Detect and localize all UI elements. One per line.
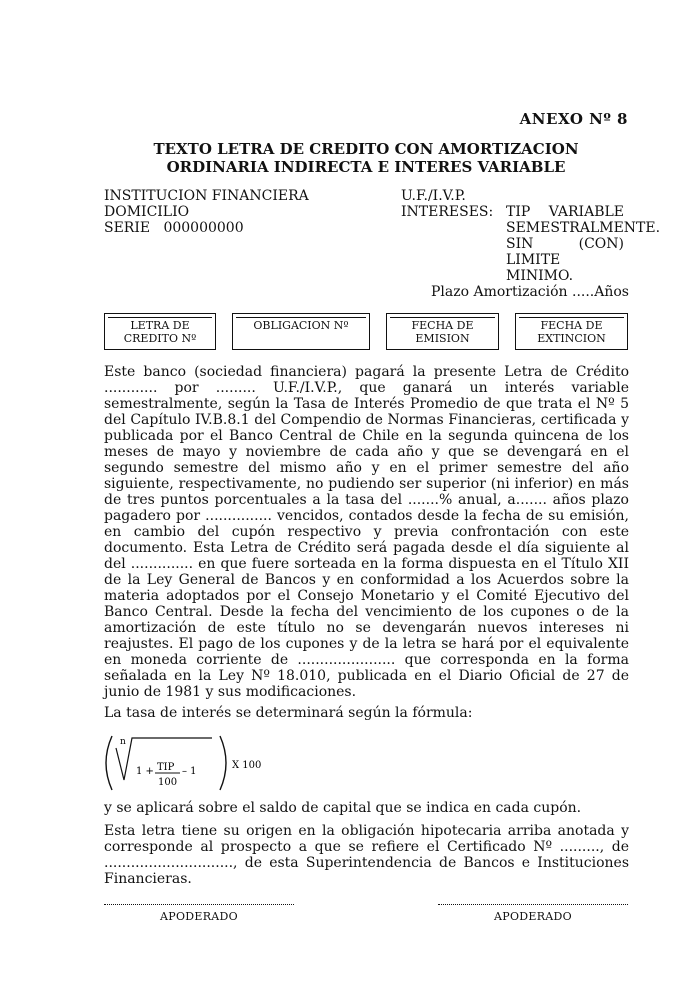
formula-intro: La tasa de interés se determinará según la fórmula: [104,705,473,721]
institution-block [104,188,309,236]
formula-minus-one: – 1 [182,766,197,777]
box-obligation-number [232,313,370,350]
box-credit-letter-line1: LETRA DE [130,319,190,332]
series-label: SERIE 000000000 [104,220,244,236]
annex-number: ANEXO Nº 8 [519,110,628,128]
box-extinction-line2: EXTINCION [537,332,606,345]
document-title [104,140,628,176]
title-line-2: ORDINARIA INDIRECTA E INTERES VARIABLE [166,158,566,176]
formula-root-sign [116,738,212,780]
box-issue-date [386,313,499,350]
interest-formula [102,730,342,796]
formula-denominator: 100 [158,777,178,788]
box-obligation-line1: OBLIGACION Nº [253,319,349,332]
box-issue-line1: FECHA DE [411,319,474,332]
signature-left-label: APODERADO [160,910,238,923]
paragraph-1: Este banco (sociedad financiera) pagará la presente Letra de Crédito ............ por ......... U.F./I.V.P., que ganará un interés variable semestralmente, según la Tasa de Interés Promedio de que trata el Nº 5 del Capítulo IV.B.8.1 del Compendio de Normas Financieras, certificada y publicada por el Banco Central de Chile en la segunda quincena de los meses de mayo y noviembre de cada año y que se devengará en el segundo semestre del mismo año y en el primer semestre del año siguiente, respectivamente, no pudiendo ser superior (ni inferior) en más de tres puntos porcentuales a la tasa del .......% anual, a....... años plazo pagadero por ............... vencidos, contados desde la fecha de su emisión, en cambio del cupón respectivo y previa confrontación con este documento. Esta Letra de Crédito será pagada desde el día siguiente al del .............. en que fuere sorteada en la forma dispuesta en el Título XII de la Ley General de Bancos y en conformidad a los Acuerdos sobre la materia adoptados por el Consejo Monetario y el Comité Ejecutivo del Banco Central. Desde la fecha del vencimiento de los cupones o de la amortización de este título no se devengarán nuevos intereses ni reajustes. El pago de los cupones y de la letra se hará por el equivalente en moneda corriente de ...................... que corresponda en la forma señalada en la Ley Nº 18.010, publicada en el Diario Oficial de 27 de junio de 1981 y sus modificaciones. [104,364,629,700]
box-credit-letter-number [104,313,216,350]
formula-application: y se aplicará sobre el saldo de capital que se indica en cada cupón. [104,800,582,816]
signature-right-label: APODERADO [494,910,572,923]
interest-value [506,204,661,284]
interest-value-text: TIP VARIABLE SEMESTRALMENTE. [506,204,661,236]
formula-one-plus: 1 + [136,766,154,777]
main-paragraph [104,364,629,700]
box-issue-line2: EMISION [415,332,470,345]
amortization-term: Plazo Amortización .....Años [430,284,629,300]
signature-left-line [104,904,294,909]
domicile-label: DOMICILIO [104,204,190,220]
interest-limit-text: SIN (CON) LIMITE MINIMO. [506,236,624,284]
signature-right [438,904,628,923]
title-line-1: TEXTO LETRA DE CREDITO CON AMORTIZACION [153,140,579,158]
closing-paragraph: Esta letra tiene su origen en la obligación hipotecaria arriba anotada y corresponde al prospecto a que se refiere el Certificado Nº ........., de ............................., de esta Superintendencia de Bancos e Instituciones Financieras. [104,823,629,887]
terms-block [401,188,661,300]
box-extinction-date [515,313,628,350]
formula-multiplier: X 100 [232,760,262,771]
box-credit-letter-line2: CREDITO Nº [123,332,197,345]
formula-numerator: TIP [157,762,175,773]
institution-label: INSTITUCION FINANCIERA [104,188,309,204]
interest-row [401,204,661,284]
formula-root-index: n [120,737,126,747]
formula-right-paren [220,736,226,790]
signature-right-line [438,904,628,909]
formula-left-paren [106,736,112,790]
interest-label: INTERESES: [401,204,494,220]
box-extinction-line1: FECHA DE [540,319,603,332]
unit-label: U.F./I.V.P. [401,188,466,204]
signature-left [104,904,294,923]
